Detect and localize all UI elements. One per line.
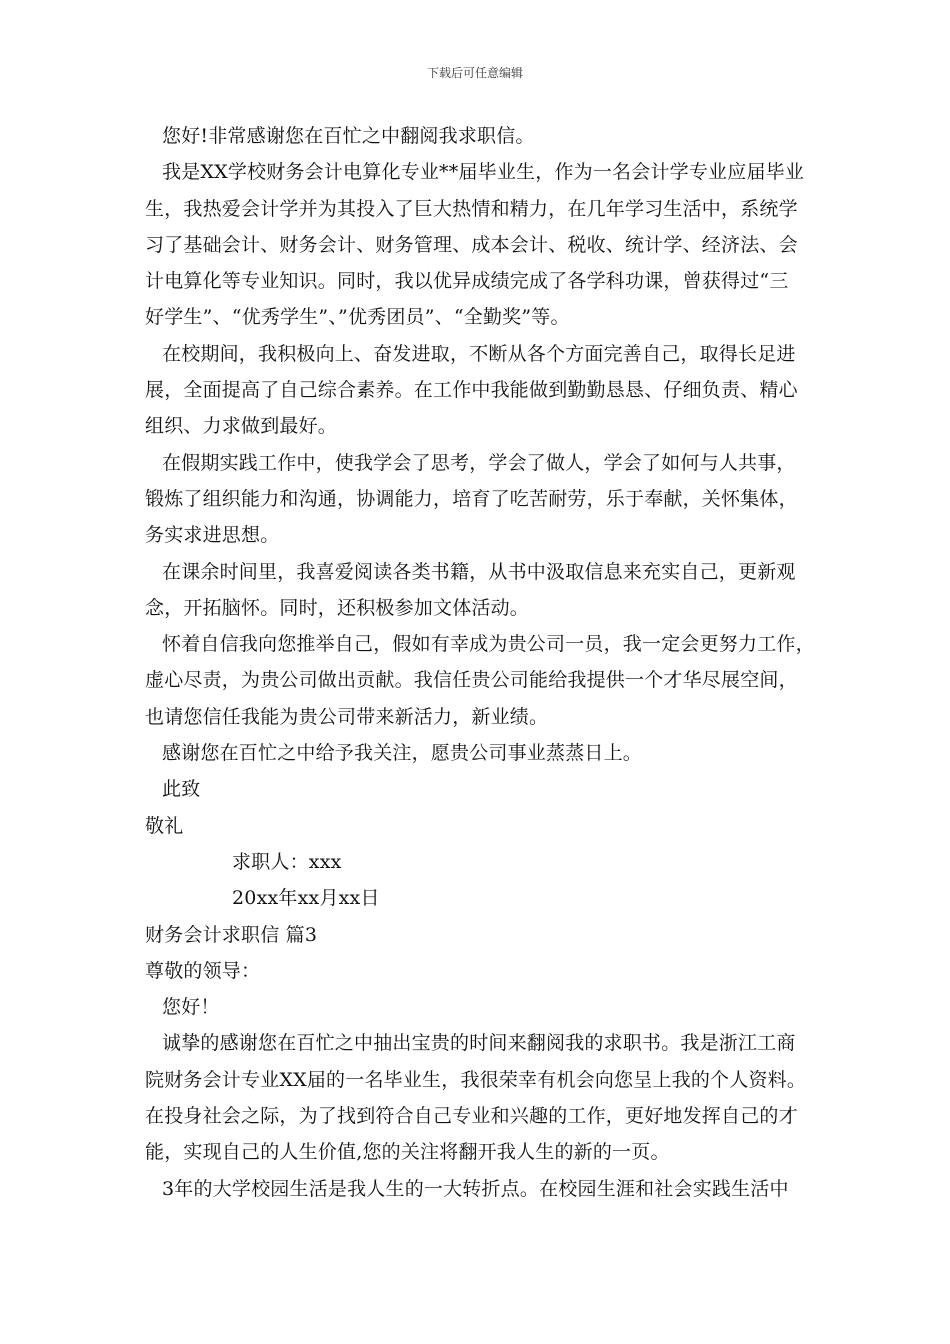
text-line: 20xx年xx月xx日 [232, 887, 380, 910]
text-line: 能，实现自己的人生价值,您的关注将翻开我人生的新的一页。 [145, 1141, 670, 1164]
text-line: 组织、力求做到最好。 [145, 415, 338, 438]
text-line: 也请您信任我能为贵公司带来新活力，新业绩。 [145, 705, 549, 728]
text-line: 3年的大学校园生活是我人生的一大转折点。在校园生涯和社会实践生活中 [162, 1177, 789, 1200]
text-line: 感谢您在百忙之中给予我关注，愿贵公司事业蒸蒸日上。 [162, 742, 643, 765]
text-line: 我是XX学校财务会计电算化专业**届毕业生，作为一名会计学专业应届毕业 [162, 161, 805, 184]
text-line: 务实求进思想。 [145, 524, 280, 547]
text-line: 在课余时间里，我喜爱阅读各类书籍，从书中汲取信息来充实自己，更新观 [162, 560, 796, 583]
letter-body [145, 118, 825, 1207]
text-line: 在校期间，我积极向上、奋发进取，不断从各个方面完善自己，取得长足进 [162, 342, 796, 365]
text-line: 在假期实践工作中，使我学会了思考，学会了做人，学会了如何与人共事， [162, 451, 796, 474]
text-line: 敬礼 [145, 814, 184, 837]
text-line: 您好！ [162, 996, 220, 1019]
text-line: 诚挚的感谢您在百忙之中抽出宝贵的时间来翻阅我的求职书。我是浙江工商 [162, 1032, 796, 1055]
text-line: 尊敬的领导： [145, 959, 261, 982]
text-line: 财务会计求职信 篇3 [145, 923, 318, 946]
text-line: 展，全面提高了自己综合素养。在工作中我能做到勤勤恳恳、仔细负责、精心 [145, 379, 798, 402]
text-line: 您好!非常感谢您在百忙之中翻阅我求职信。 [162, 125, 535, 147]
text-line: 此致 [162, 778, 201, 801]
text-line: 院财务会计专业XX届的一名毕业生，我很荣幸有机会向您呈上我的个人资料。 [145, 1068, 807, 1091]
text-line: 求职人：xxx [232, 850, 342, 873]
text-line: 生，我热爱会计学并为其投入了巨大热情和精力，在几年学习生活中，系统学 [145, 197, 798, 220]
text-line: 好学生”、“优秀学生”、”优秀团员”、“全勤奖”等。 [145, 306, 570, 329]
text-line: 虚心尽责，为贵公司做出贡献。我信任贵公司能给我提供一个才华尽展空间， [145, 669, 798, 692]
page-header-note: 下载后可任意编辑 [426, 66, 523, 80]
text-line: 计电算化等专业知识。同时，我以优异成绩完成了各学科功课，曾获得过“三 [145, 270, 789, 293]
text-line: 怀着自信我向您推举自己，假如有幸成为贵公司一员，我一定会更努力工作， [162, 633, 815, 656]
text-line: 习了基础会计、财务会计、财务管理、成本会计、税收、统计学、经济法、会 [145, 233, 798, 256]
text-line: 念，开拓脑怀。同时，还积极参加文体活动。 [145, 596, 530, 619]
text-line: 锻炼了组织能力和沟通，协调能力，培育了吃苦耐劳，乐于奉献，关怀集体， [145, 487, 798, 510]
text-line: 在投身社会之际，为了找到符合自己专业和兴趣的工作，更好地发挥自己的才 [145, 1105, 798, 1128]
